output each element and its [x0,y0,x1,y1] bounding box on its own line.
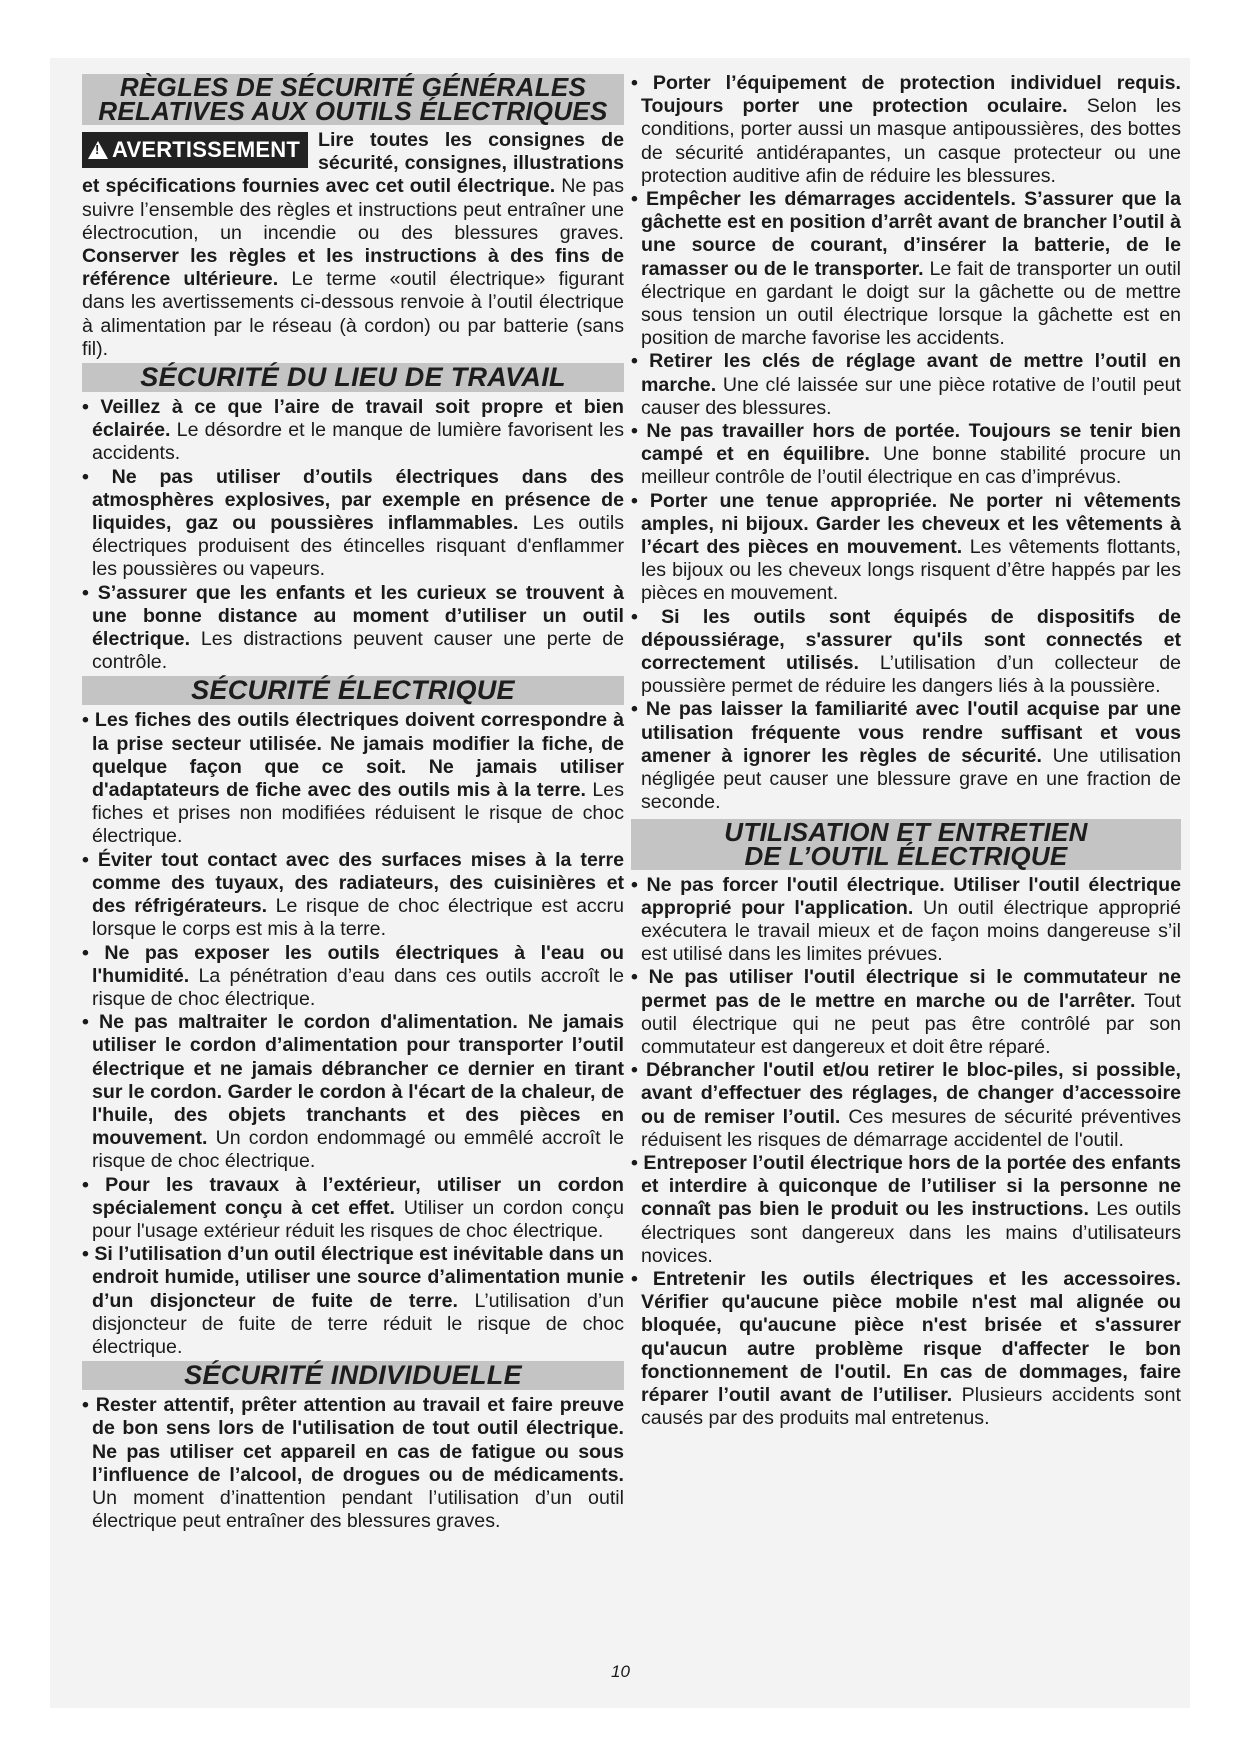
right-column [631,72,1181,1430]
list-item [631,1268,1181,1430]
body-text: L’utilisation d’un collecteur de poussière permet de réduire les dangers liés à la poussière. [641,652,1181,698]
bold-text: • Ne pas maltraiter le cordon d'alimentation. Ne jamais utiliser le cordon d’alimentation pour transporter l’outil électrique et ne jamais débrancher ce dernier en tirant sur le cordon. Garder le cordon à l'écart de la chaleur, de l'huile, des objets tranchants et des pièces en mouvement. [82,1011,624,1150]
list-item [82,1394,624,1533]
section-heading-electrical: SÉCURITÉ ÉLECTRIQUE [82,676,624,705]
list-item [631,420,1181,490]
body-text: Plusieurs accidents sont causés par des produits mal entretenus. [641,1383,1182,1430]
list-item [631,606,1181,699]
body-text: Le désordre et le manque de lumière favorisent les accidents. [92,419,624,465]
body-text: Le fait de transporter un outil électrique en gardant le doigt sur la gâchette ou de mettre sous tension un outil électrique lorsque la gâchette est en position de marche favorise les accidents. [641,257,1181,350]
bold-text: • Porter l’équipement de protection individuel requis. Toujours porter une protection oculaire. [631,72,1181,118]
body-text: Tout outil électrique qui ne peut pas être contrôlé par son commutateur est dangereux et doit être réparé. [641,989,1182,1058]
warning-triangle-icon [88,141,108,159]
body-text: Une utilisation négligée peut causer une blessure grave en une fraction de seconde. [641,744,1181,814]
bold-text: • Débrancher l'outil et/ou retirer le bloc-piles, si possible, avant d’effectuer des réglages, de changer d’accessoire ou de remiser l’outil. [631,1059,1181,1128]
bold-text: • Ne pas utiliser d’outils électriques dans des atmosphères explosives, par exemple en présence de liquides, gaz ou poussières inflammables. [82,465,624,535]
bold-text: • Si les outils sont équipés de dispositifs de dépoussiérage, s'assurer qu'ils sont connectés et correctement utilisés. [631,605,1181,675]
heading-line: RELATIVES AUX OUTILS ÉLECTRIQUES [98,96,608,126]
electrical-list [82,709,624,1359]
list-item [631,72,1181,188]
bold-text: • Retirer les clés de réglage avant de mettre l’outil en marche. [631,350,1181,396]
body-text: Un outil électrique approprié exécutera le travail mieux et de façon moins dangereuse s’il est utilisé dans les limites prévues. [641,896,1181,966]
bold-text: • Ne pas exposer les outils électriques à l'eau ou l'humidité. [82,941,624,987]
list-item [631,188,1181,350]
personal-list-left [82,1394,624,1533]
bold-text: • Entretenir les outils électriques et les accessoires. Vérifier qu'aucune pièce mobile n'est mal alignée ou bloquée, qu'aucune pièce n'est brisée et s'assurer qu'aucun autre problème risque d'affecter le bon fonctionnement de l'outil. En cas de dommages, faire réparer l’outil avant de l’utiliser. [631,1267,1181,1406]
bold-text: • Empêcher les démarrages accidentels. S’assurer que la gâchette est en position d’arrêt avant de brancher l’outil à une source de courant, d’insérer la batterie, de le ramasser ou de le transporter. [631,188,1181,280]
list-item [82,1243,624,1359]
heading-line: UTILISATION ET ENTRETIEN [724,816,1088,847]
body-text: La pénétration d’eau dans ces outils accroît le risque de choc électrique. [92,964,624,1010]
bold-text: • Entreposer l’outil électrique hors de la portée des enfants et interdire à quiconque de l’utiliser si la personne ne connaît pas bien le produit ou les instructions. [631,1151,1181,1221]
list-item [631,1059,1181,1152]
body-text: Le risque de choc électrique est accru lorsque le corps est mis à la terre. [92,895,624,941]
personal-list-right [631,72,1181,815]
section-heading-general-rules [82,74,624,125]
bold-text: • Pour les travaux à l’extérieur, utiliser un cordon spécialement conçu à cet effet. [82,1173,624,1219]
body-text: Un moment d’inattention pendant l’utilisation d’un outil électrique peut entraîner des blessures graves. [92,1486,624,1533]
body-text: Le terme «outil électrique» figurant dans les avertissements ci-dessous renvoie à l’outil électrique à alimentation par le réseau (à cordon) ou par batterie (sans fil). [82,268,624,360]
list-item [631,698,1181,814]
list-item [82,396,624,466]
list-item [631,490,1181,606]
warning-badge [82,132,308,168]
section-heading-work-area: SÉCURITÉ DU LIEU DE TRAVAIL [82,363,624,392]
bold-text: • Ne pas utiliser l'outil électrique si le commutateur ne permet pas de le mettre en marche ou de l'arrêter. [631,966,1181,1012]
list-item [631,966,1181,1059]
bold-text: • Porter une tenue appropriée. Ne porter ni vêtements amples, ni bijoux. Garder les cheveux et les vêtements à l’écart des pièces en mouvement. [631,489,1181,559]
list-item [631,1152,1181,1268]
list-item [631,874,1181,967]
bold-text: • Ne pas laisser la familiarité avec l'outil acquise par une utilisation fréquente vous rendre suffisant et vous amener à ignorer les règles de sécurité. [631,698,1181,767]
body-text: Selon les conditions, porter aussi un masque antipoussières, des bottes de sécurité antidérapantes, un casque protecteur ou une protection auditive afin de réduire les blessures. [641,95,1181,187]
body-text: Les fiches et prises non modifiées réduisent le risque de choc électrique. [92,779,624,848]
left-column [82,72,624,1533]
body-text: Les outils électriques sont dangereux dans les mains d’utilisateurs novices. [641,1198,1181,1267]
body-text: Une bonne stabilité procure un meilleur contrôle de l’outil électrique en cas d’imprévus. [641,443,1181,489]
list-item [82,466,624,582]
body-text: L’utilisation d’un disjoncteur de fuite de terre réduit le risque de choc électrique. [92,1289,624,1358]
page-number: 10 [611,1662,630,1681]
list-item [82,942,624,1012]
body-text: Les vêtements flottants, les bijoux ou les cheveux longs risquent d’être happés par les pièces en mouvement. [641,536,1182,605]
body-text: Les outils électriques produisent des étincelles risquant d'enflammer les poussières ou vapeurs. [92,512,624,581]
bold-text: • Les fiches des outils électriques doivent correspondre à la prise secteur utilisée. Ne jamais modifier la fiche, de quelque façon que ce soit. Ne jamais utiliser d'adaptateurs de fiche avec des outils mis à la terre. [82,709,624,802]
list-item [82,582,624,675]
warning-label: AVERTISSEMENT [112,137,300,162]
list-item [82,1011,624,1173]
body-text: Les distractions peuvent causer une perte de contrôle. [92,628,624,674]
bold-text: • Éviter tout contact avec des surfaces mises à la terre comme des tuyaux, des radiateurs, des cuisinières et des réfrigérateurs. [82,848,624,918]
section-heading-personal: SÉCURITÉ INDIVIDUELLE [82,1361,624,1390]
list-item [82,1174,624,1244]
bold-text: Conserver les règles et les instructions à des fins de référence ultérieure. [82,245,624,291]
section-heading-use-care [631,816,1181,871]
bold-text: • Rester attentif, prêter attention au travail et faire preuve de bon sens lors de l'utilisation de tout outil électrique. Ne pas utiliser cet appareil en cas de fatigue ou sous l’influence de l’alcool, de drogues ou de médicaments. [82,1394,624,1486]
bold-text: • Ne pas travailler hors de portée. Toujours se tenir bien campé et en équilibre. [631,420,1181,466]
body-text: Ces mesures de sécurité préventives réduisent les risques de démarrage accidentel de l'outil. [641,1105,1181,1151]
body-text: Utiliser un cordon conçu pour l'usage extérieur réduit les risques de choc électrique. [92,1196,624,1242]
use-care-list [631,874,1181,1431]
heading-line: DE L’OUTIL ÉLECTRIQUE [744,840,1068,871]
body-text: Un cordon endommagé ou emmêlé accroît le risque de choc électrique. [92,1127,624,1173]
bold-text: • Ne pas forcer l'outil électrique. Utiliser l'outil électrique approprié pour l'application. [631,873,1181,919]
heading-line: RÈGLES DE SÉCURITÉ GÉNÉRALES [119,72,587,102]
bold-text: Lire toutes les consignes de sécurité, consignes, illustrations et spécifications fournies avec cet outil électrique. [82,129,624,198]
list-item [631,350,1181,420]
list-item [82,849,624,942]
work-area-list [82,396,624,674]
bold-text: • Veillez à ce que l’aire de travail soit propre et bien éclairée. [82,396,624,442]
body-text: Une clé laissée sur une pièce rotative de l’outil peut causer des blessures. [641,373,1181,419]
bold-text: • S’assurer que les enfants et les curieux se trouvent à une bonne distance au moment d’utiliser un outil électrique. [82,581,624,651]
body-text: Ne pas suivre l’ensemble des règles et instructions peut entraîner une électrocution, un incendie ou des blessures graves. [82,175,624,244]
bold-text: • Si l’utilisation d’un outil électrique est inévitable dans un endroit humide, utiliser une source d’alimentation munie d’un disjoncteur de fuite de terre. [82,1243,624,1312]
warning-block [82,129,624,361]
list-item [82,709,624,848]
